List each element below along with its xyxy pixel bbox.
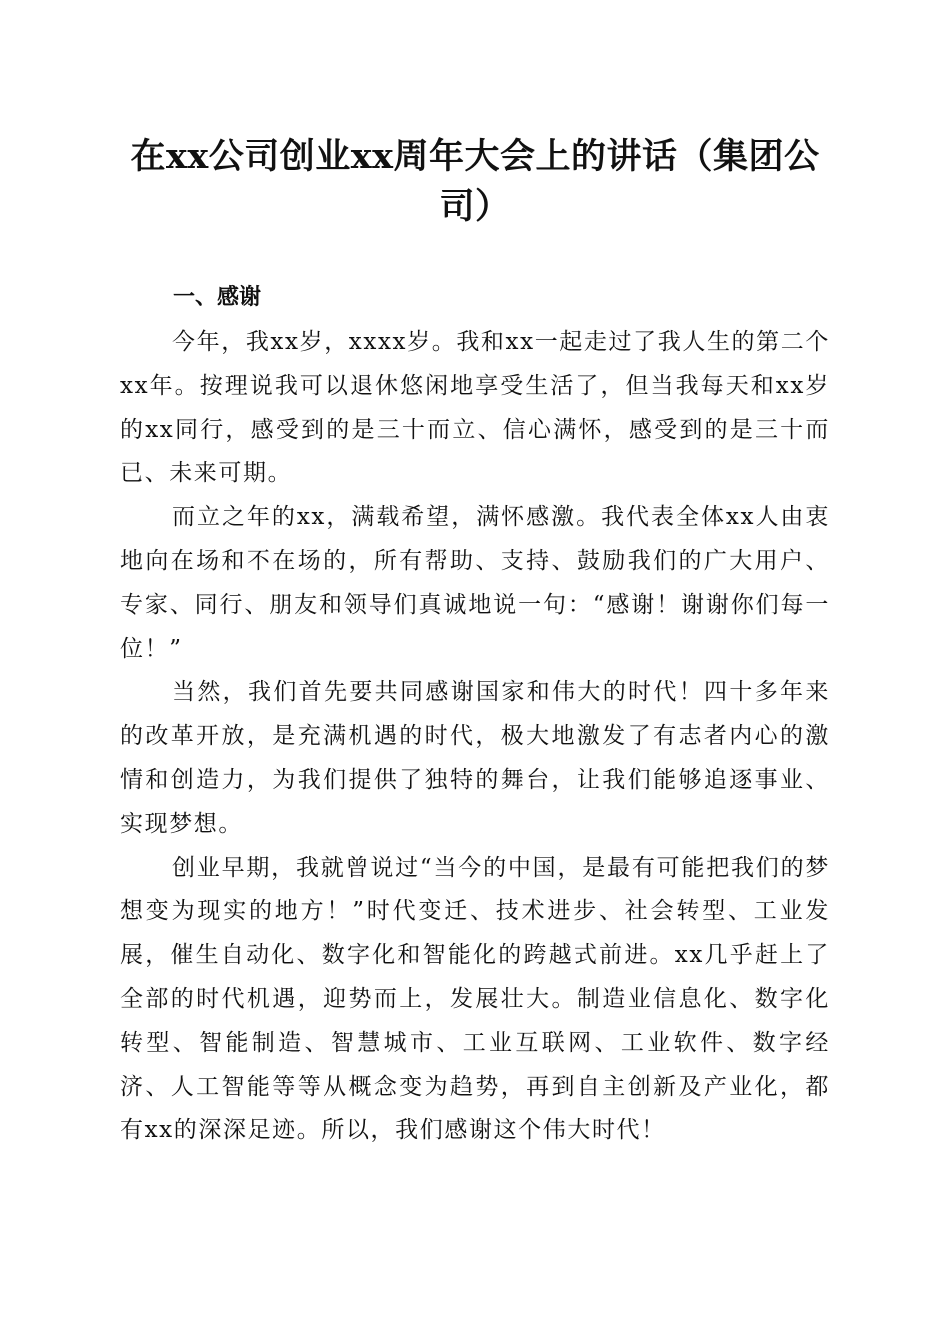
document-title: 在xx公司创业xx周年大会上的讲话（集团公司）: [130, 136, 820, 227]
paragraph: 今年，我xx岁，xxxx岁。我和xx一起走过了我人生的第二个xx年。按理说我可以退休悠闲地享受生活了，但当我每天和xx岁的xx同行，感受到的是三十而立、信心满怀，感受到的是三十而已、未来可期。: [120, 329, 830, 487]
paragraph: 当然，我们首先要共同感谢国家和伟大的时代！四十多年来的改革开放，是充满机遇的时代，极大地激发了有志者内心的激情和创造力，为我们提供了独特的舞台，让我们能够追逐事业、实现梦想。: [120, 679, 830, 837]
paragraph: 而立之年的xx，满载希望，满怀感激。我代表全体xx人由衷地向在场和不在场的，所有帮助、支持、鼓励我们的广大用户、专家、同行、朋友和领导们真诚地说一句：“感谢！谢谢你们每一位！”: [120, 504, 830, 662]
paragraph: 创业早期，我就曾说过“当今的中国，是最有可能把我们的梦想变为现实的地方！”时代变迁、技术进步、社会转型、工业发展，催生自动化、数字化和智能化的跨越式前进。xx几乎赶上了全部的时代机遇，迎势而上，发展壮大。制造业信息化、数字化转型、智能制造、智慧城市、工业互联网、工业软件、数字经济、人工智能等等从概念变为趋势，再到自主创新及产业化，都有xx的深深足迹。所以，我们感谢这个伟大时代！: [120, 854, 830, 1144]
section-heading: 一、感谢: [173, 285, 262, 310]
document-body: [120, 321, 830, 1153]
